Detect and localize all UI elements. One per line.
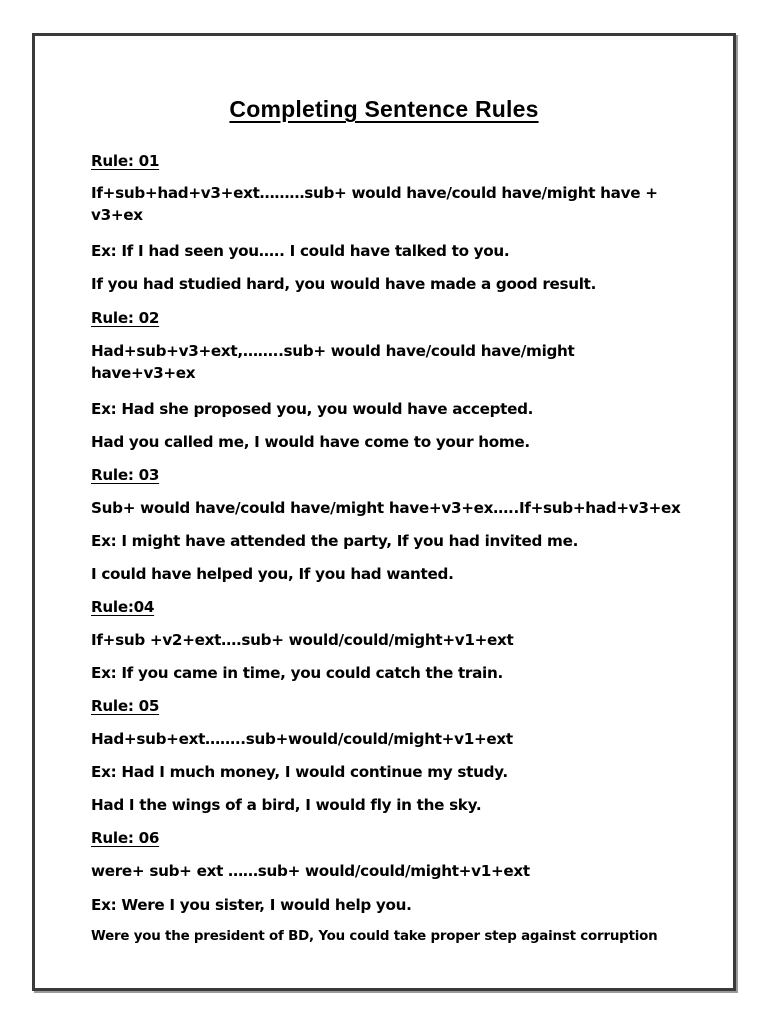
rule-02-extra-example: Had you called me, I would have come to your home. — [91, 433, 530, 451]
rule-05-heading: Rule: 05 — [91, 697, 160, 715]
rule-05-formula: Had+sub+ext……..sub+would/could/might+v1+ext — [91, 730, 513, 748]
rule-06-example: Ex: Were I you sister, I would help you. — [91, 896, 412, 914]
rule-01-extra-example: If you had studied hard, you would have made a good result. — [91, 275, 597, 293]
rule-02-heading: Rule: 02 — [91, 309, 160, 327]
rule-04-heading: Rule:04 — [91, 598, 155, 616]
rule-01-example: Ex: If I had seen you….. I could have talked to you. — [91, 242, 510, 260]
rule-04-example: Ex: If you came in time, you could catch the train. — [91, 664, 503, 682]
rule-06-heading: Rule: 06 — [91, 829, 160, 847]
rule-04-formula: If+sub +v2+ext….sub+ would/could/might+v1+ext — [91, 631, 514, 649]
rule-03-heading: Rule: 03 — [91, 466, 160, 484]
rule-03-example: Ex: I might have attended the party, If you had invited me. — [91, 532, 579, 550]
rule-05-example: Ex: Had I much money, I would continue my study. — [91, 763, 508, 781]
rule-03-extra-example: I could have helped you, If you had wanted. — [91, 565, 454, 583]
rule-01-heading: Rule: 01 — [91, 152, 160, 170]
rule-06-extra-example: Were you the president of BD, You could take proper step against corruption — [91, 929, 658, 944]
rule-02-example: Ex: Had she proposed you, you would have accepted. — [91, 400, 534, 418]
rule-06-formula: were+ sub+ ext ……sub+ would/could/might+v1+ext — [91, 862, 530, 880]
rule-01-formula: If+sub+had+v3+ext………sub+ would have/could have/might have + v3+ex — [91, 184, 658, 224]
rule-02-formula: Had+sub+v3+ext,……..sub+ would have/could have/might have+v3+ex — [91, 342, 575, 382]
rule-05-extra-example: Had I the wings of a bird, I would fly in the sky. — [91, 796, 482, 814]
rule-03-formula: Sub+ would have/could have/might have+v3+ex…..If+sub+had+v3+ex — [91, 499, 681, 517]
page-title: Completing Sentence Rules — [229, 96, 539, 122]
